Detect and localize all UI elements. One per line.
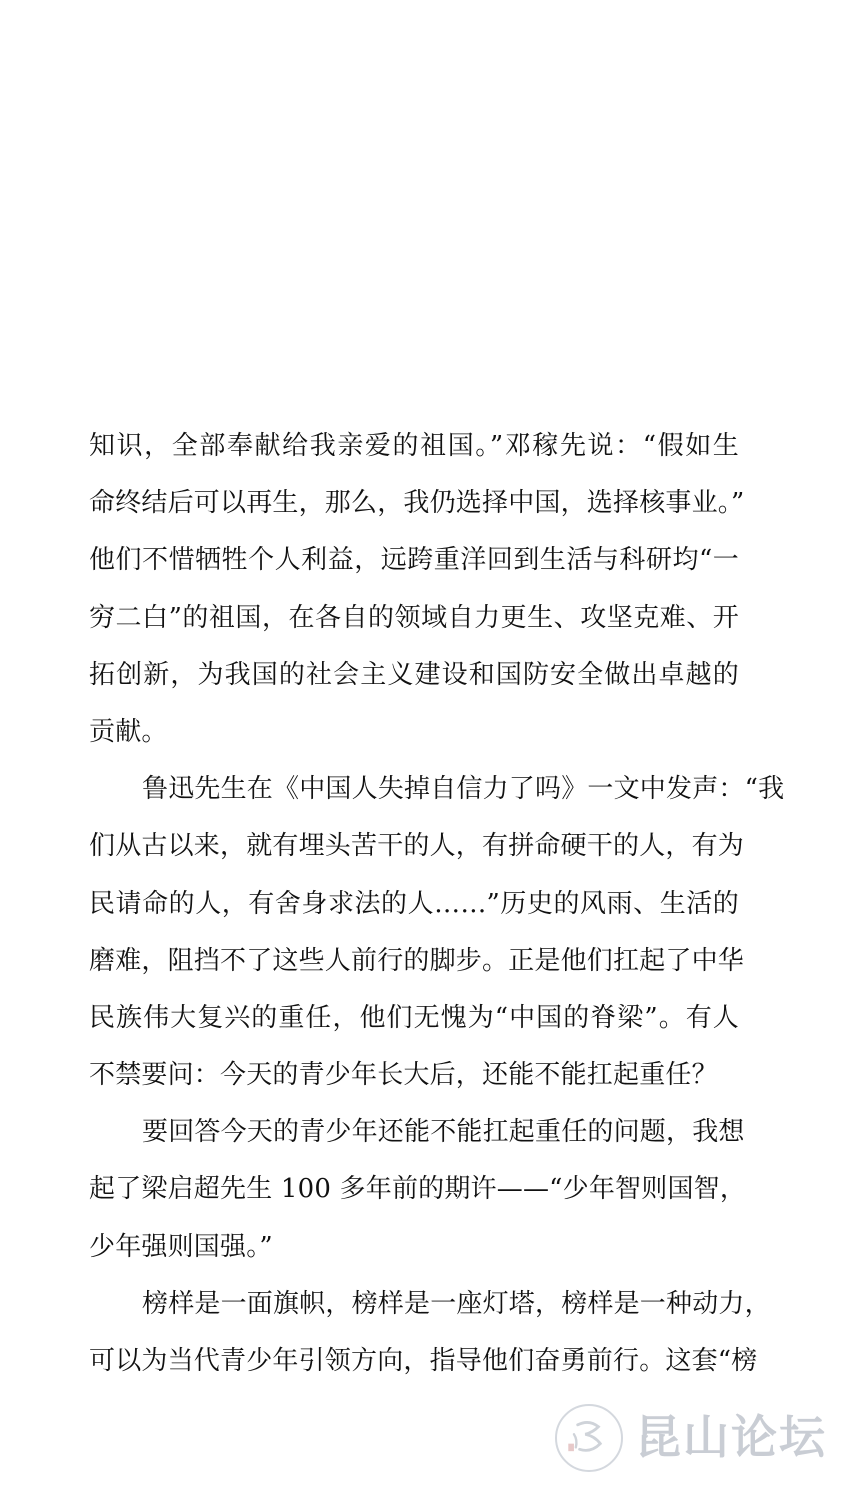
body-text — [89, 418, 785, 1390]
text-line: 穷二白”的祖国，在各自的领域自力更生、攻坚克难、开 — [89, 602, 739, 633]
text-line: 磨难，阻挡不了这些人前行的脚步。正是他们扛起了中华 — [89, 945, 745, 976]
seal-logo-icon — [555, 1404, 623, 1472]
text-line: 可以为当代青少年引领方向，指导他们奋勇前行。这套“榜 — [89, 1346, 758, 1376]
text-line: 命终结后可以再生，那么，我仍选择中国，选择核事业。” — [89, 488, 745, 519]
paragraph-start: 榜样是一面旗帜，榜样是一座灯塔，榜样是一种动力， — [142, 1288, 771, 1319]
text-line: 少年强则国强。” — [89, 1231, 273, 1262]
paragraph-start: 鲁迅先生在《中国人失掉自信力了吗》一文中发声：“我 — [142, 774, 785, 805]
forum-watermark — [555, 1400, 852, 1476]
text-line: 不禁要问：今天的青少年长大后，还能不能扛起重任？ — [89, 1060, 718, 1091]
watermark-text: 昆山论坛 — [635, 1410, 827, 1464]
text-line: 贡献。 — [89, 716, 168, 747]
text-line: 民族伟大复兴的重任，他们无愧为“中国的脊梁”。有人 — [89, 1002, 739, 1033]
text-line: 他们不惜牺牲个人利益，远跨重洋回到生活与科研均“一 — [89, 545, 739, 576]
text-line: 民请命的人，有舍身求法的人……”历史的风雨、生活的 — [89, 888, 739, 919]
text-line: 知识，全部奉献给我亲爱的祖国。”邓稼先说：“假如生 — [89, 431, 739, 461]
text-line: 们从古以来，就有埋头苦干的人，有拼命硬干的人，有为 — [89, 831, 745, 862]
paragraph-start: 要回答今天的青少年还能不能扛起重任的问题，我想 — [142, 1117, 745, 1148]
text-line: 拓创新，为我国的社会主义建设和国防安全做出卓越的 — [89, 659, 739, 690]
text-line: 起了梁启超先生 100 多年前的期许——“少年智则国智， — [89, 1174, 747, 1205]
